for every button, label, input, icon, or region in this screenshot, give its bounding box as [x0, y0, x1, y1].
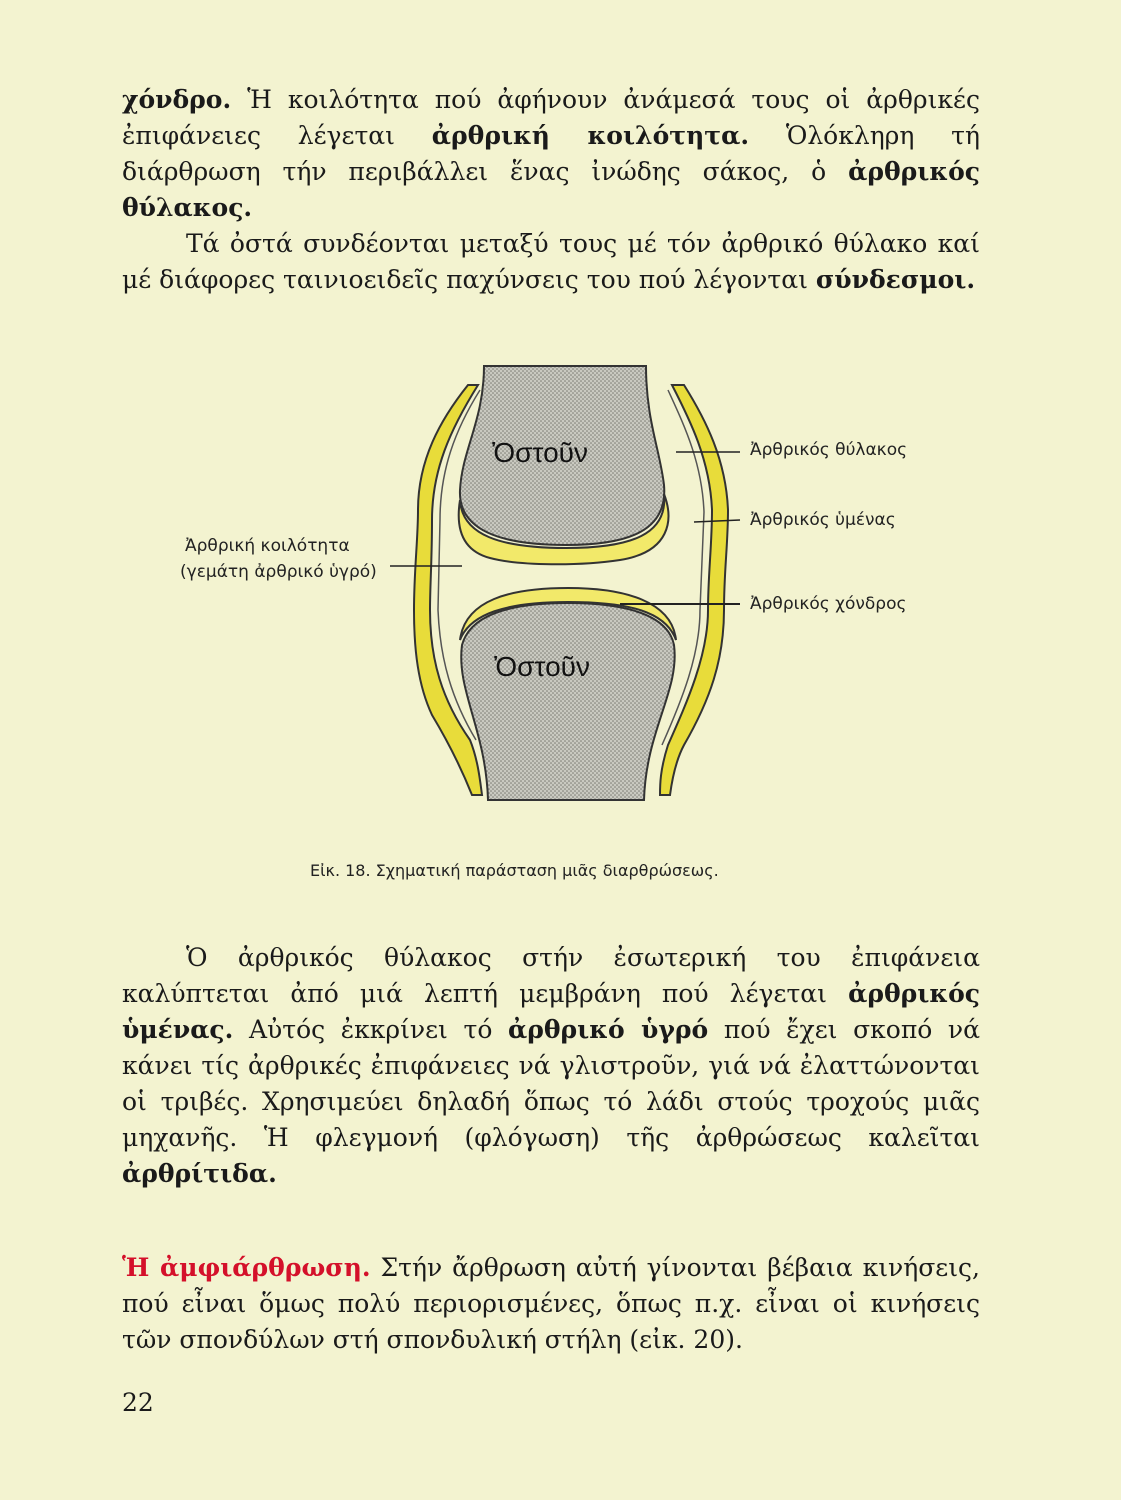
section-heading-amphiarthrosis: Ἡ ἀμφιάρθρωση.: [122, 1253, 371, 1282]
term-articular-cavity: ἀρθρική κοιλότητα.: [431, 121, 750, 150]
paragraph-2: Τά ὀστά συνδέονται μεταξύ τους μέ τόν ἀρθρικό θύλακο καί μέ διάφορες ταινιοειδεῖς παχύνσεις του πού λέγονται σύνδεσμοι.: [122, 229, 980, 294]
bone-top-label: Ὀστοῦν: [492, 437, 588, 468]
label-articular-capsule: Ἀρθρικός θύλακος: [750, 440, 908, 460]
term-arthritis: ἀρθρίτιδα.: [122, 1159, 277, 1188]
leader-membrane: [694, 520, 740, 522]
label-articular-cartilage: Ἀρθρικός χόνδρος: [750, 594, 907, 614]
capsule-right: [660, 385, 728, 795]
page-number: 22: [122, 1388, 154, 1417]
bone-bottom-label: Ὀστοῦν: [494, 651, 590, 682]
label-articular-cavity-note: (γεμάτη ἀρθρικό ὑγρό): [180, 562, 377, 582]
label-synovial-membrane: Ἀρθρικός ὑμένας: [750, 510, 896, 530]
term-ligaments: σύνδεσμοι.: [815, 265, 976, 294]
term-synovial-fluid: ἀρθρικό ὑγρό: [508, 1015, 709, 1044]
lower-bone: [461, 603, 675, 800]
paragraph-3: Ὁ ἀρθρικός θύλακος στήν ἐσωτερική του ἐπιφάνεια καλύπτεται ἀπό μιά λεπτή μεμβράνη πού λέγεται ἀρθρικός ὑμένας. Αὐτός ἐκκρίνει τό ἀρθρικό ὑγρό πού ἔχει σκοπό νά κάνει τίς ἀρθρικές ἐπιφάνειες νά γλιστροῦν, γιά νά ἐλαττώνονται οἱ τριβές. Χρησιμεύει δηλαδή ὅπως τό λάδι στούς τροχούς μιᾶς μηχανῆς. Ἡ φλεγμονή (φλόγωση) τῆς ἀρθρώσεως καλεῖται ἀρθρίτιδα.: [122, 943, 981, 1188]
paragraph-4: Ἡ ἀμφιάρθρωση. Στήν ἄρθρωση αὐτή γίνονται βέβαια κινήσεις, πού εἶναι ὅμως πολύ περιορισμένες, ὅπως π.χ. εἶναι οἱ κινήσεις τῶν σπονδύλων στή σπονδυλική στήλη (εἰκ. 20).: [122, 1253, 980, 1354]
term-synovial-membrane: ἀρθρικός ὑμένας.: [122, 979, 980, 1044]
term-chondro: χόνδρο.: [122, 85, 232, 114]
term-articular-capsule: ἀρθρικός θύλακος.: [122, 157, 980, 222]
label-articular-cavity: Ἀρθρική κοιλότητα: [185, 536, 350, 556]
paragraph-1: χόνδρο. Ἡ κοιλότητα πού ἀφήνουν ἀνάμεσά τους οἱ ἀρθρικές ἐπιφάνειες λέγεται ἀρθρική κοιλότητα. Ὁλόκληρη τή διάρθρωση τήν περιβάλλει ἕνας ἰνώδης σάκος, ὁ ἀρθρικός θύλακος.: [122, 85, 980, 222]
figure-caption: Εἰκ. 18. Σχηματική παράσταση μιᾶς διαρθρώσεως.: [310, 861, 719, 880]
